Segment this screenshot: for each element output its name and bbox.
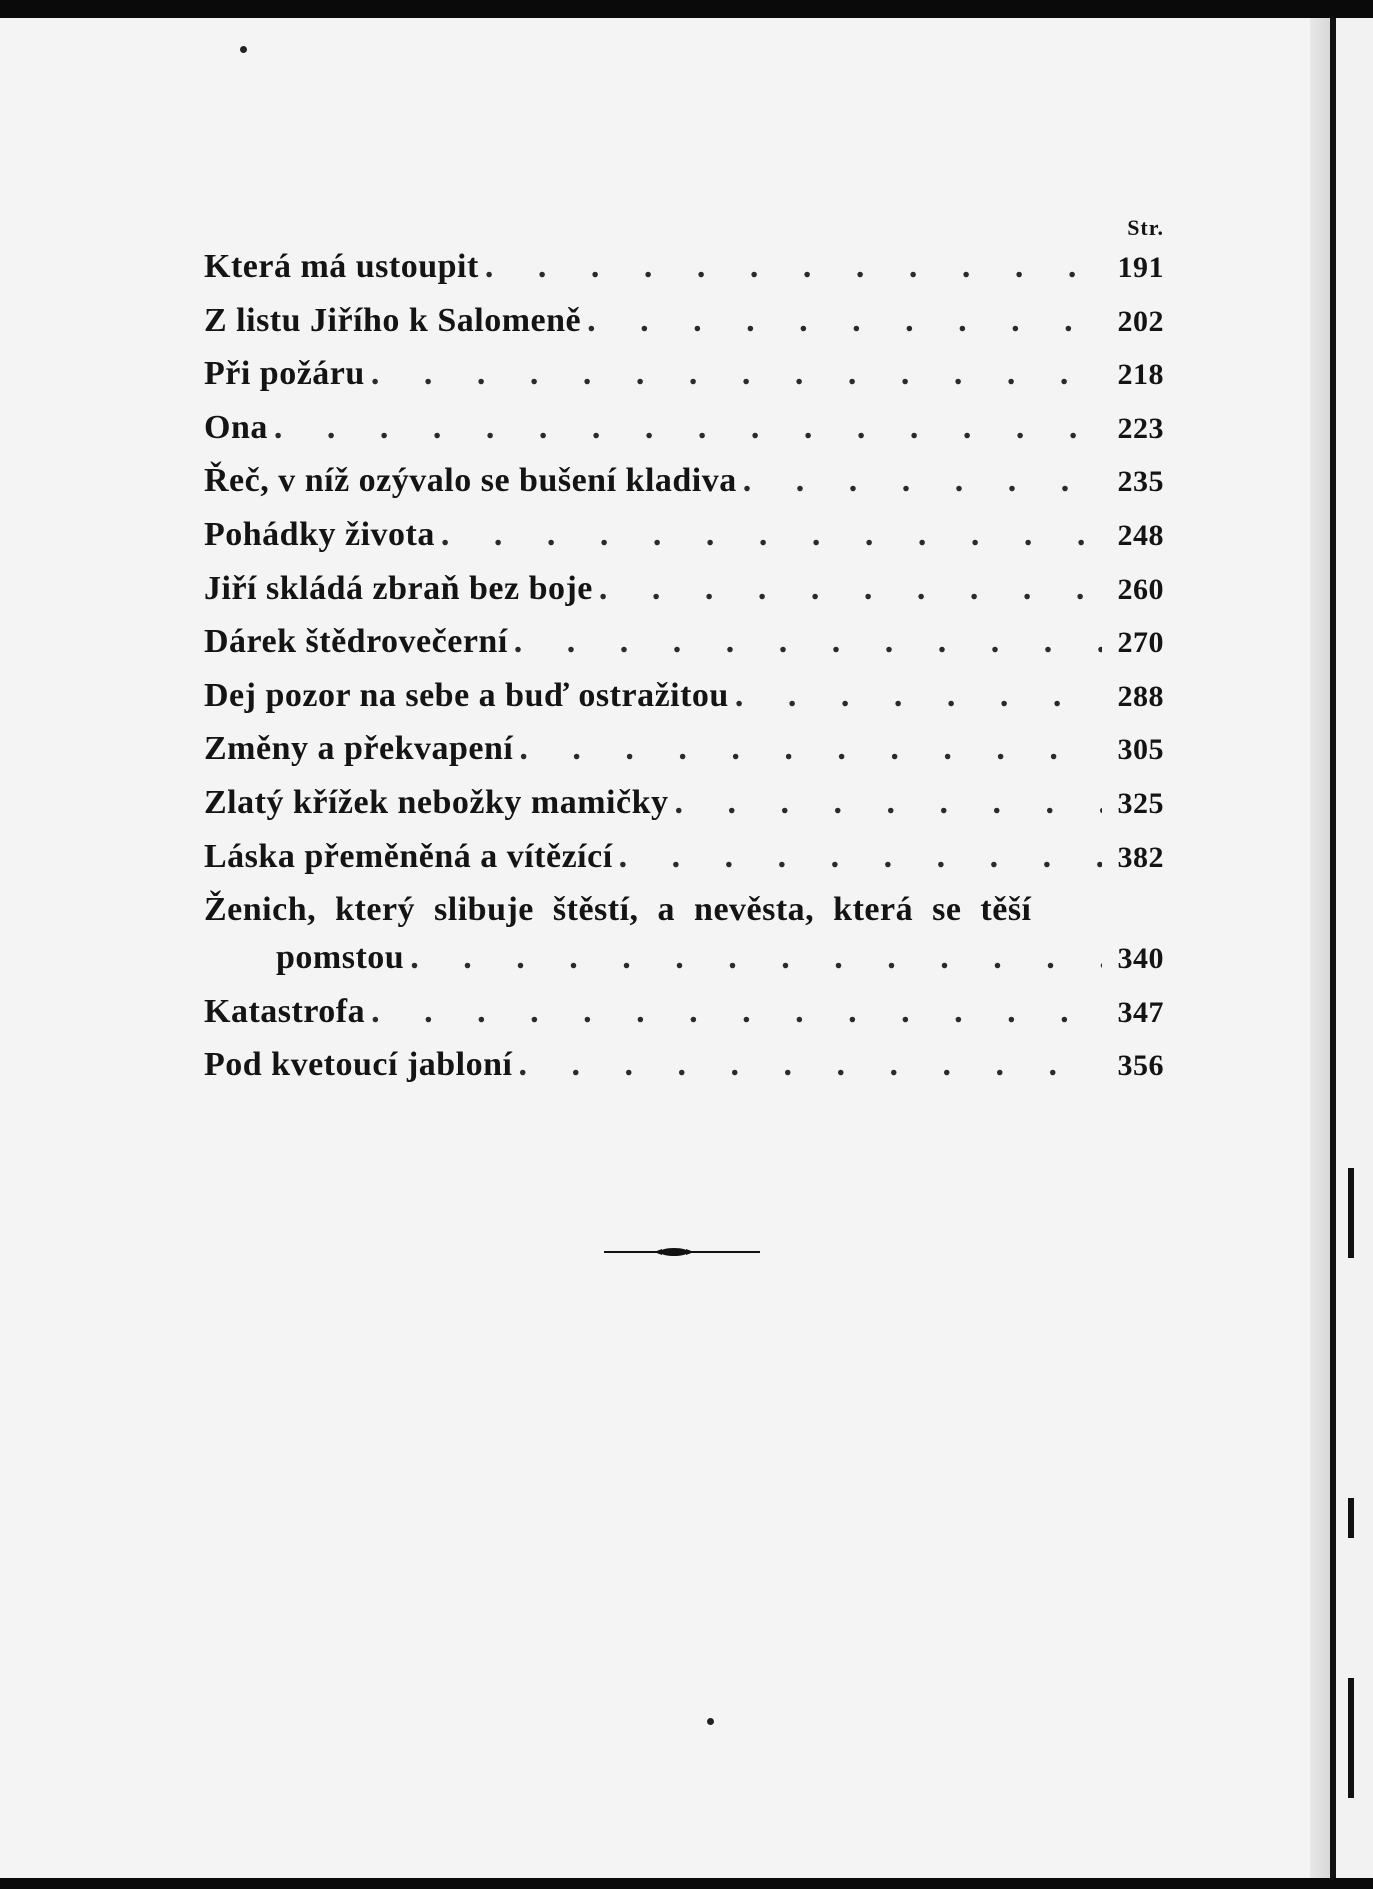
toc-entry-page: 347	[1117, 995, 1164, 1029]
toc-entry-title: Ona	[204, 408, 268, 446]
toc-entry	[204, 248, 1164, 302]
toc-entry-page: 305	[1117, 733, 1164, 767]
ornament-divider	[604, 1246, 760, 1258]
leader-dots	[743, 462, 1102, 500]
toc-entry-title: Katastrofa	[204, 992, 366, 1030]
toc-entry-title: Láska přeměněná a vítězící	[204, 837, 613, 875]
toc-entry-wrapped-line1	[204, 891, 1164, 939]
toc-entry	[204, 302, 1164, 356]
ink-speck	[707, 1718, 714, 1725]
toc-entry-title: Zlatý křížek nebožky mamičky	[204, 783, 669, 821]
toc-entry-title: Pod kvetoucí jabloní	[204, 1046, 513, 1084]
toc-entry-page: 382	[1117, 840, 1164, 874]
toc-entry-page: 356	[1117, 1049, 1164, 1083]
edge-mark	[1348, 1168, 1354, 1258]
leader-dots	[441, 516, 1102, 554]
ink-speck	[240, 46, 247, 53]
toc-entry-page: 235	[1117, 465, 1164, 499]
leader-dots	[274, 409, 1102, 447]
toc-entry-title: Pohádky života	[204, 515, 435, 553]
toc-entry-title: Dárek štědrovečerní	[204, 623, 508, 661]
toc-entry-title: Změny a překvapení	[204, 730, 514, 768]
toc-entry	[204, 1046, 1164, 1100]
leader-dots	[599, 570, 1102, 608]
table-of-contents	[204, 208, 1164, 1100]
toc-entry-page: 248	[1117, 518, 1164, 552]
leader-dots	[619, 838, 1102, 876]
toc-entry-page: 288	[1117, 679, 1164, 713]
toc-entry	[204, 677, 1164, 731]
leader-dots	[410, 939, 1102, 977]
leader-dots	[735, 677, 1102, 715]
leader-dots	[674, 784, 1102, 822]
toc-entry-wrapped-line2	[204, 939, 1164, 993]
edge-mark	[1348, 1498, 1354, 1538]
toc-entry-title: Která má ustoupit	[204, 248, 479, 285]
toc-entry-page: 218	[1117, 358, 1164, 392]
book-page	[0, 18, 1310, 1878]
toc-entry-page: 202	[1117, 304, 1164, 338]
toc-entry-title: Dej pozor na sebe a buď ostražitou	[204, 676, 729, 714]
toc-entry-title: Řeč, v níž ozývalo se bušení kladiva	[204, 462, 737, 500]
toc-entry	[204, 730, 1164, 784]
leader-dots	[518, 1046, 1102, 1084]
leader-dots	[485, 248, 1102, 286]
leader-dots	[587, 302, 1102, 340]
toc-entry-page: 270	[1117, 626, 1164, 660]
toc-entry	[204, 570, 1164, 624]
toc-entry	[204, 516, 1164, 570]
edge-mark	[1348, 1678, 1354, 1798]
leader-dots	[519, 730, 1102, 768]
page-edge-shadow	[1310, 18, 1330, 1878]
toc-entry-title-continued: pomstou	[276, 939, 405, 977]
toc-entry	[204, 993, 1164, 1047]
toc-entry-page: 260	[1117, 572, 1164, 606]
toc-entry-title: Ženich, který slibuje štěstí, a nevěsta, která se těší	[204, 891, 1032, 929]
toc-entry-title: Z listu Jiřího k Salomeně	[204, 301, 582, 339]
toc-entry-page: 340	[1117, 942, 1164, 976]
toc-entry	[204, 409, 1164, 463]
toc-entry-page: 191	[1117, 251, 1164, 284]
toc-entry-page: 223	[1117, 411, 1164, 445]
toc-entry	[204, 623, 1164, 677]
toc-entry	[204, 838, 1164, 892]
page-column-label: Str.	[1127, 215, 1164, 240]
toc-entry-title: Jiří skládá zbraň bez boje	[204, 569, 593, 607]
toc-entry-page: 325	[1117, 786, 1164, 820]
leader-dots	[371, 993, 1102, 1031]
leader-dots	[371, 355, 1102, 393]
toc-entry-title: Při požáru	[204, 355, 365, 393]
toc-entry	[204, 784, 1164, 838]
toc-entry	[204, 355, 1164, 409]
leader-dots	[514, 623, 1102, 661]
adjacent-page-edge	[1330, 18, 1373, 1878]
toc-entry	[204, 462, 1164, 516]
